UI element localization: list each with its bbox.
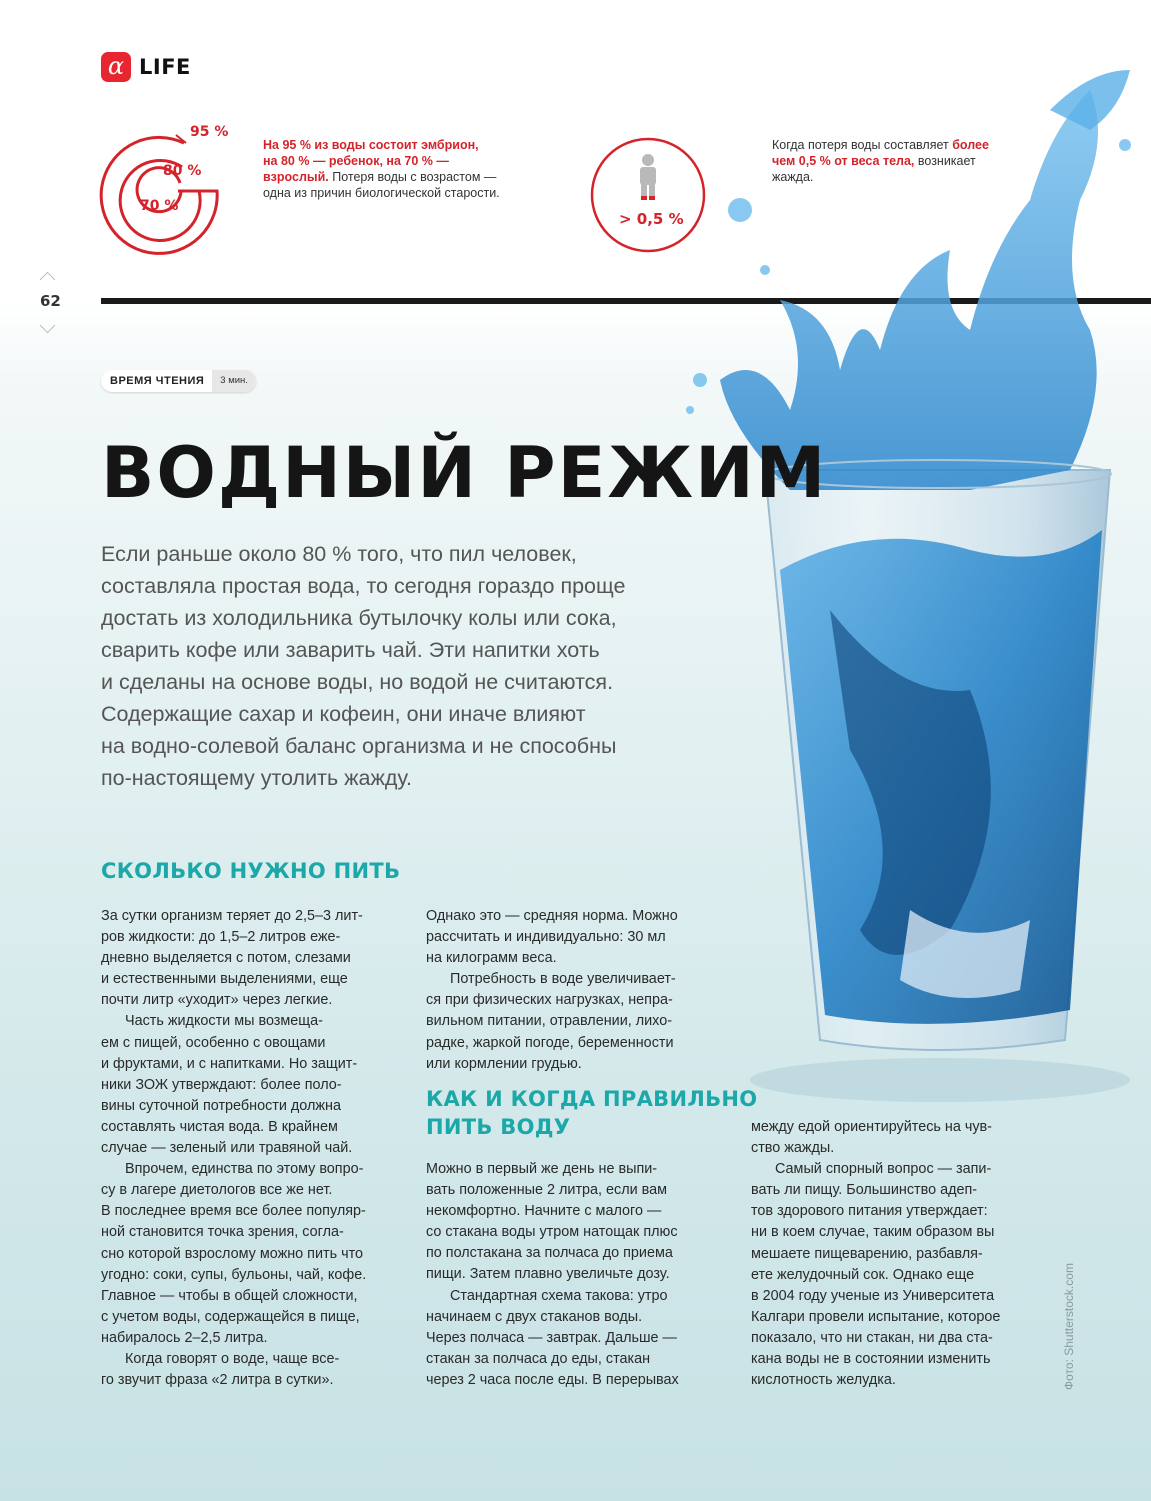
body-line: со стакана воды утром натощак плюс: [426, 1224, 678, 1241]
note-plain-part: Потеря воды с возрастом —: [328, 170, 497, 184]
body-line: вильном питании, отравлении, лихо-: [426, 1013, 672, 1030]
note-red-part: более: [952, 138, 989, 152]
body-line: угодно: соки, супы, бульоны, чай, кофе.: [101, 1266, 367, 1283]
body-line: начинаем с двух стаканов воды.: [426, 1308, 643, 1325]
body-line: радке, жаркой погоде, беременности: [426, 1034, 674, 1051]
body-line: Главное — чтобы в общей сложности,: [101, 1287, 358, 1304]
photo-credit: Фото: Shutterstock.com: [1062, 1263, 1076, 1390]
water-percentage-rings-icon: [98, 125, 223, 255]
body-line: Калгари провели испытание, которое: [751, 1308, 1001, 1325]
section-heading-line: КАК И КОГДА ПРАВИЛЬНО: [426, 1087, 758, 1111]
note-line: [263, 169, 563, 185]
body-line: в 2004 году ученые из Университета: [751, 1287, 995, 1304]
body-line: За сутки организм теряет до 2,5–3 лит-: [101, 908, 363, 924]
label-95: 95 %: [190, 124, 229, 140]
body-line: через 2 часа после еды. В перерывах: [426, 1371, 679, 1388]
body-line: мешаете пищеварению, разбавля-: [751, 1245, 983, 1262]
reading-time-label: ВРЕМЯ ЧТЕНИЯ: [110, 375, 205, 387]
water-glass-splash-image: [670, 50, 1151, 1110]
body-line: вины суточной потребности должна: [101, 1097, 341, 1114]
body-line: пищи. Затем плавно увеличьте дозу.: [426, 1266, 670, 1283]
brand-name: LIFE: [139, 55, 191, 79]
section-heading-how-when: [426, 1085, 757, 1141]
body-column-2-bottom: [426, 1159, 726, 1391]
lead-paragraph: [101, 538, 741, 794]
body-line: Через полчаса — завтрак. Дальше —: [426, 1329, 677, 1346]
body-line: случае — зеленый или травяной чай.: [101, 1140, 353, 1157]
section-heading-line: ПИТЬ ВОДУ: [426, 1115, 571, 1139]
note-red-part: взрослый.: [263, 170, 329, 184]
body-line: ники ЗОЖ утверждают: более поло-: [101, 1076, 342, 1093]
note-line: жажда.: [772, 170, 814, 184]
body-line: с учетом воды, содержащейся в пище,: [101, 1308, 360, 1325]
note-line: одна из причин биологической старости.: [263, 186, 500, 200]
page-number: 62: [40, 292, 61, 310]
body-line: кана воды не в состоянии изменить: [751, 1351, 991, 1368]
lead-line: по-настоящему утолить жажду.: [101, 766, 412, 790]
body-line: Когда говорят о воде, чаще все-: [125, 1350, 340, 1367]
chevron-down-icon[interactable]: [40, 318, 56, 334]
chevron-up-icon[interactable]: [40, 272, 56, 288]
lead-line: сварить кофе или заварить чай. Эти напитки хоть: [101, 638, 600, 662]
note-line: На 95 % из воды состоит эмбрион,: [263, 138, 479, 152]
note-line: на 80 % — ребенок, на 70 % —: [263, 154, 449, 168]
body-line: между едой ориентируйтесь на чув-: [751, 1119, 992, 1135]
article-title: ВОДНЫЙ РЕЖИМ: [101, 432, 828, 514]
body-line: Самый спорный вопрос — запи-: [775, 1161, 992, 1178]
body-line: дневно выделяется с потом, слезами: [101, 950, 351, 967]
note-red-part: чем 0,5 % от веса тела,: [772, 154, 915, 168]
body-line: Стандартная схема такова: утро: [450, 1287, 668, 1304]
body-line: ство жажды.: [751, 1140, 835, 1157]
body-line: вать положенные 2 литра, если вам: [426, 1182, 668, 1199]
body-line: вать ли пищу. Большинство адеп-: [751, 1182, 978, 1199]
body-line: Можно в первый же день не выпи-: [426, 1161, 658, 1177]
body-line: почти литр «уходит» через легкие.: [101, 992, 333, 1009]
note-plain-part: возникает: [914, 154, 976, 168]
body-line: ров жидкости: до 1,5–2 литров еже-: [101, 929, 341, 946]
label-70: 70 %: [140, 198, 179, 214]
lead-line: и сделаны на основе воды, но водой не считаются.: [101, 670, 614, 694]
body-line: су в лагере диетологов все же нет.: [101, 1182, 333, 1199]
body-line: ной становится точка зрения, согла-: [101, 1224, 344, 1241]
body-line: Потребность в воде увеличивает-: [450, 971, 676, 988]
body-line: ете желудочный сок. Однако еще: [751, 1266, 975, 1283]
body-line: кислотность желудка.: [751, 1372, 896, 1389]
body-line: В последнее время все более популяр-: [101, 1203, 366, 1220]
body-line: ем с пищей, особенно с овощами: [101, 1034, 326, 1051]
body-line: рассчитать и индивидуально: 30 мл: [426, 929, 666, 946]
body-line: го звучит фраза «2 литра в сутки».: [101, 1372, 334, 1389]
lead-line: Если раньше около 80 % того, что пил человек,: [101, 542, 577, 566]
water-composition-note: [263, 137, 563, 201]
body-line: составлять чистая вода. В крайнем: [101, 1118, 338, 1135]
body-line: Впрочем, единства по этому вопро-: [125, 1161, 364, 1178]
lead-line: Содержащие сахар и кофеин, они иначе влияют: [101, 702, 586, 726]
note-plain-part: Когда потеря воды составляет: [772, 138, 953, 152]
body-line: ни в коем случае, таким образом вы: [751, 1224, 995, 1241]
lead-line: составляла простая вода, то сегодня гораздо проще: [101, 574, 626, 598]
thirst-threshold-value: > 0,5 %: [619, 210, 684, 228]
lead-line: на водно-солевой баланс организма и не способны: [101, 734, 617, 758]
alpha-logo-icon: α: [101, 52, 131, 82]
body-line: набиралось 2–2,5 литра.: [101, 1329, 268, 1346]
reading-time-value: 3 мин.: [212, 370, 256, 392]
body-line: тов здорового питания утверждает:: [751, 1203, 988, 1220]
reading-time-badge: [101, 370, 256, 392]
body-line: ся при физических нагрузках, непра-: [426, 992, 673, 1009]
body-line: некомфортно. Начните с малого —: [426, 1203, 662, 1220]
body-line: и естественными выделениями, еще: [101, 971, 348, 988]
label-80: 80 %: [163, 163, 202, 179]
body-column-1: [101, 906, 401, 1391]
body-column-2-top: [426, 906, 726, 1075]
body-line: сно которой взрослому можно пить что: [101, 1245, 364, 1262]
body-line: стакан за полчаса до еды, стакан: [426, 1350, 651, 1367]
body-line: показало, что ни стакан, ни два ста-: [751, 1329, 993, 1346]
body-line: и фруктами, и с напитками. Но защит-: [101, 1055, 358, 1072]
body-line: Однако это — средняя норма. Можно: [426, 908, 678, 924]
body-column-3: [751, 1117, 1051, 1391]
lead-line: достать из холодильника бутылочку колы или сока,: [101, 606, 617, 630]
body-line: или кормлении грудью.: [426, 1055, 582, 1072]
section-heading-how-much: СКОЛЬКО НУЖНО ПИТЬ: [101, 859, 401, 883]
brand-logo[interactable]: [101, 52, 191, 82]
body-line: по полстакана за полчаса до приема: [426, 1245, 673, 1262]
body-line: на килограмм веса.: [426, 950, 557, 967]
body-line: Часть жидкости мы возмеща-: [125, 1013, 323, 1030]
